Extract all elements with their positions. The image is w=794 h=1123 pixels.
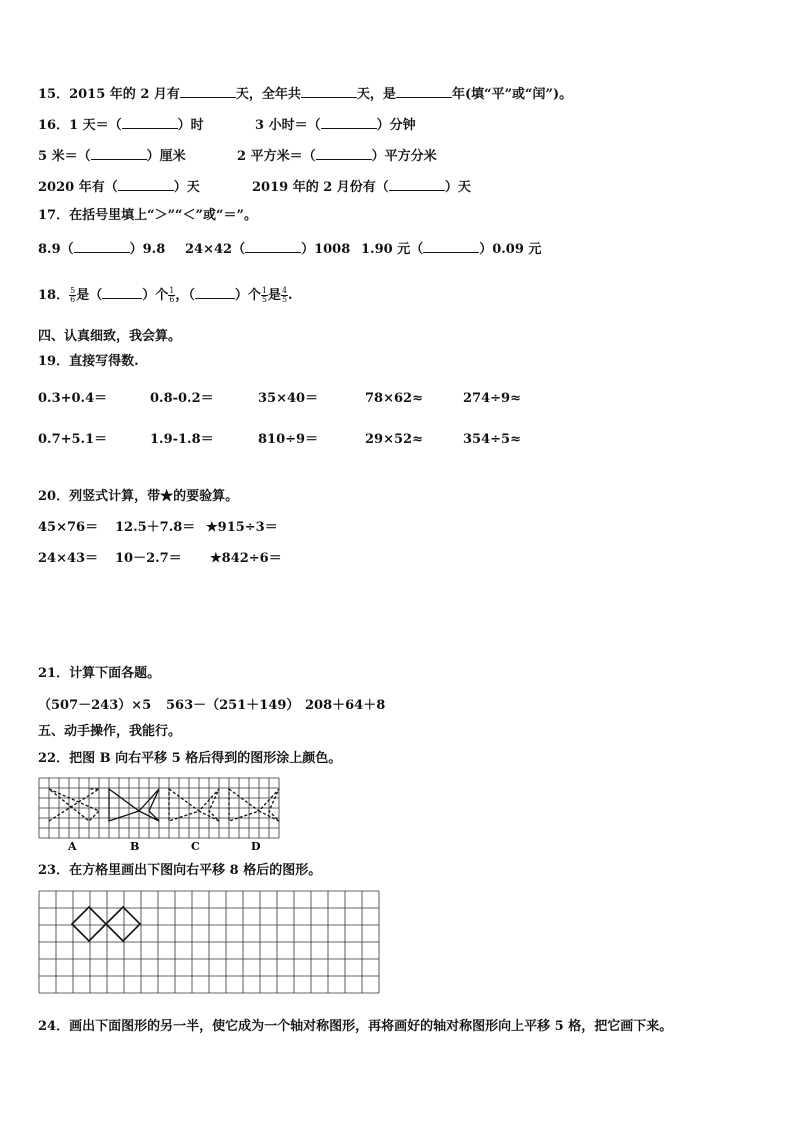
calc-item: 12.5＋7.8＝ [115, 520, 196, 535]
calc-item: 29×52≈ [365, 432, 423, 447]
question-16-row-1: 16．1 天＝（ ）时 [38, 114, 204, 135]
calc-item: 35×40＝ [258, 391, 319, 406]
question-16-f: 2019 年的 2 月份有（ ）天 [252, 176, 471, 197]
calc-item: 24×43＝ [38, 551, 99, 566]
calc-item: 208＋64＋8 [305, 698, 386, 713]
fraction: $\frac{5}{6}$ [70, 286, 76, 304]
question-20-title: 20．列竖式计算，带★的要验算。 [38, 489, 239, 504]
calc-item: ★842÷6＝ [210, 551, 282, 566]
calc-item: 45×76＝ [38, 520, 99, 535]
answer-blank[interactable] [102, 284, 142, 299]
calc-item: 78×62≈ [365, 391, 423, 406]
answer-blank[interactable] [91, 145, 147, 160]
question-17-a: 8.9（ ）9.8 [38, 238, 165, 259]
label-b: B [130, 840, 140, 853]
answer-blank[interactable] [122, 114, 178, 129]
calc-item: 10－2.7＝ [115, 551, 182, 566]
question-17-title: 17．在括号里填上“＞”“＜”或“＝”。 [38, 208, 257, 223]
shape-b[interactable] [109, 789, 159, 821]
answer-blank[interactable] [396, 83, 452, 98]
question-15: 15．2015 年的 2 月有 天，全年共 天，是 年(填“平”或“闰”)。 [38, 83, 572, 104]
question-24-title: 24．画出下面图形的另一半，使它成为一个轴对称图形，再将画好的轴对称图形向上平移 5 格，把它画下来。 [38, 1019, 673, 1034]
answer-blank[interactable] [389, 176, 445, 191]
shape-c[interactable] [169, 789, 219, 821]
fraction: $\frac{1}{5}$ [261, 286, 267, 304]
question-18: 18． $\frac{5}{6}$ 是（ ）个 $\frac{1}{6}$ ，（ ）个 $\frac{1}{5}$ 是 $\frac{4}{5}$ . [38, 286, 293, 304]
calc-item: 354÷5≈ [463, 432, 521, 447]
label-c: C [191, 840, 200, 853]
grid-lines [39, 778, 279, 838]
answer-blank[interactable] [301, 83, 357, 98]
calc-item: ★915÷3＝ [206, 520, 278, 535]
question-17-c: 1.90 元（ ）0.09 元 [361, 238, 541, 259]
calc-item: 0.3+0.4＝ [38, 391, 108, 406]
answer-blank[interactable] [180, 83, 236, 98]
question-16-d: 2 平方米＝（ ）平方分米 [237, 145, 437, 166]
question-21-title: 21．计算下面各题。 [38, 666, 161, 681]
diamond-shape [72, 907, 140, 941]
calc-item: 1.9-1.8＝ [150, 432, 214, 447]
grid-figure-q23[interactable] [38, 890, 390, 1010]
answer-blank[interactable] [118, 176, 174, 191]
section-4-heading: 四、认真细致，我会算。 [38, 329, 182, 344]
label-d: D [251, 840, 261, 853]
fraction: $\frac{1}{6}$ [169, 286, 175, 304]
answer-blank[interactable] [74, 238, 130, 253]
answer-blank[interactable] [321, 114, 377, 129]
question-23-title: 23．在方格里画出下图向右平移 8 格后的图形。 [38, 863, 322, 878]
calc-item: 0.8-0.2＝ [150, 391, 214, 406]
shape-d[interactable] [229, 789, 279, 821]
answer-blank[interactable] [423, 238, 479, 253]
calc-item: （507－243）×5 [38, 698, 152, 713]
answer-blank[interactable] [316, 145, 372, 160]
grid-lines [39, 891, 379, 993]
fraction: $\frac{4}{5}$ [281, 286, 288, 304]
question-22-title: 22．把图 B 向右平移 5 格后得到的图形涂上颜色。 [38, 751, 342, 766]
calc-item: 563－（251＋149） [166, 698, 300, 713]
question-16-b: 3 小时＝（ ）分钟 [255, 114, 416, 135]
calc-item: 810÷9＝ [258, 432, 319, 447]
label-a: A [68, 840, 77, 853]
section-5-heading: 五、动手操作，我能行。 [38, 724, 182, 739]
question-16-row-2: 5 米＝（ ）厘米 [38, 145, 186, 166]
question-17-b: 24×42（ ）1008 [185, 238, 350, 259]
shape-a [49, 789, 99, 821]
calc-item: 0.7+5.1＝ [38, 432, 108, 447]
answer-blank[interactable] [245, 238, 301, 253]
question-16-row-3: 2020 年有（ ）天 [38, 176, 200, 197]
question-19-title: 19．直接写得数. [38, 354, 139, 369]
grid-figure-q22 [38, 777, 288, 857]
answer-blank[interactable] [195, 284, 235, 299]
calc-item: 274÷9≈ [463, 391, 521, 406]
